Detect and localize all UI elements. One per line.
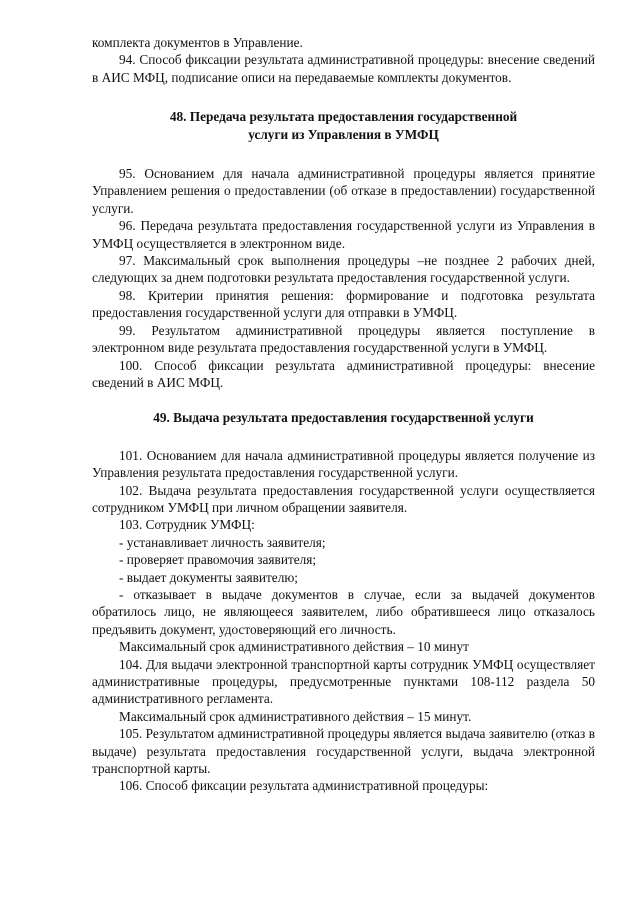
section-48-heading bbox=[92, 108, 595, 143]
section-48-heading-line1: 48. Передача результата предоставления государственной bbox=[169, 109, 518, 125]
paragraph-continuation: комплекта документов в Управление. bbox=[92, 35, 303, 50]
max-time-10: Максимальный срок административного действия – 10 минут bbox=[119, 639, 469, 655]
paragraph-103: 103. Сотрудник УМФЦ: bbox=[119, 517, 255, 533]
paragraph-98: 98. Критерии принятия решения: формирование и подготовка результата предоставления государственной услуги для отправки в УМФЦ. bbox=[92, 287, 595, 321]
paragraph-106: 106. Способ фиксации результата административной процедуры: bbox=[119, 778, 489, 794]
list-item-issue: - выдает документы заявителю; bbox=[119, 569, 298, 585]
list-item-refuse: - отказывает в выдаче документов в случае, если за выдачей документов обратилось лицо, не являющееся заявителем, либо обратившееся лицо отказалось предъявить документ, удостоверяющий его личность. bbox=[92, 586, 595, 637]
section-48-heading-line2: услуги из Управления в УМФЦ bbox=[248, 126, 439, 142]
paragraph-99: 99. Результатом административной процедуры является поступление в электронном виде результата предоставления государственной услуги в УМФЦ. bbox=[92, 322, 595, 356]
paragraph-94: 94. Способ фиксации результата административной процедуры: внесение сведений в АИС МФЦ, подписание описи на передаваемые комплекты документов. bbox=[92, 52, 595, 85]
paragraph-104: 104. Для выдачи электронной транспортной карты сотрудник УМФЦ осуществляет административные процедуры, предусмотренные пунктами 108-112 раздела 50 административного регламента. bbox=[92, 656, 595, 707]
paragraph-97: 97. Максимальный срок выполнения процедуры –не позднее 2 рабочих дней, следующих за днем подготовки результата предоставления государственной услуги. bbox=[92, 253, 595, 286]
paragraph-105: 105. Результатом административной процедуры является выдача заявителю (отказ в выдаче) результата предоставления государственной услуги, выдача электронной транспортной карты. bbox=[92, 726, 595, 777]
section-49-heading: 49. Выдача результата предоставления государственной услуги bbox=[153, 410, 534, 426]
list-item-verify: - проверяет правомочия заявителя; bbox=[119, 552, 317, 568]
paragraph-101: 101. Основанием для начала административной процедуры является получение из Управления результата предоставления государственной услуги. bbox=[92, 447, 595, 481]
max-time-15: Максимальный срок административного действия – 15 минут. bbox=[119, 708, 472, 724]
paragraph-102: 102. Выдача результата предоставления государственной услуги осуществляется сотрудником УМФЦ при личном обращении заявителя. bbox=[92, 482, 595, 515]
paragraph-95: 95. Основанием для начала административной процедуры является принятие Управлением решения о предоставлении (об отказе в предоставлении) государственной услуги. bbox=[92, 166, 595, 216]
list-item-identify: - устанавливает личность заявителя; bbox=[119, 534, 326, 550]
document-page bbox=[92, 34, 595, 795]
paragraph-96: 96. Передача результата предоставления государственной услуги из Управления в УМФЦ осуществляется в электронном виде. bbox=[92, 218, 595, 251]
paragraph-100: 100. Способ фиксации результата административной процедуры: внесение сведений в АИС МФЦ. bbox=[92, 357, 595, 390]
